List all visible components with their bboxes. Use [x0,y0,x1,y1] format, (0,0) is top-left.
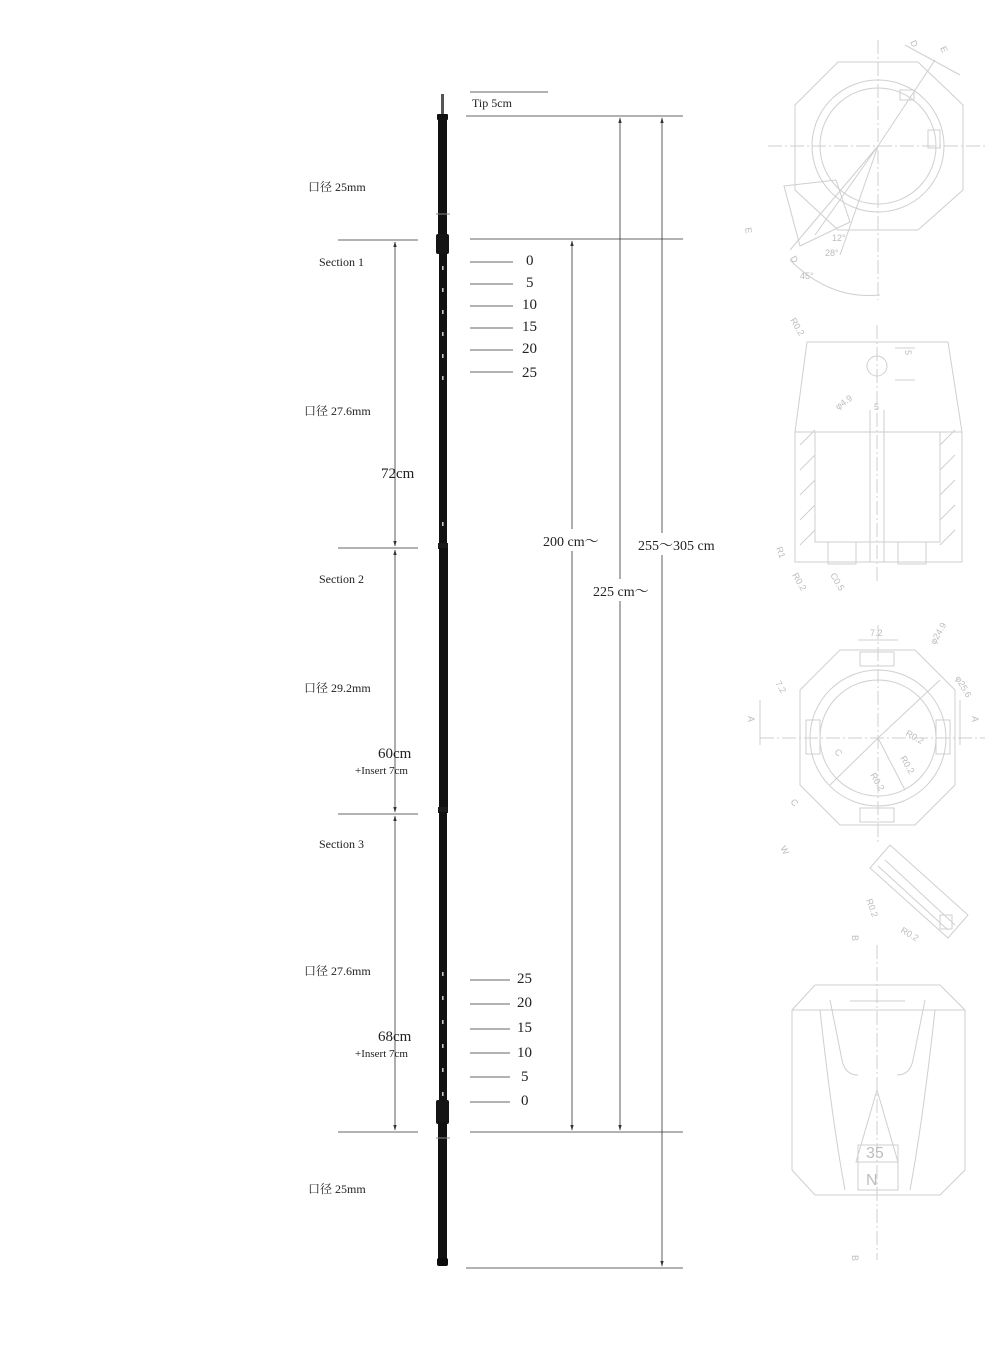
tick-lines [470,262,513,1102]
drawing-text-section: B [850,1255,860,1262]
drawing-text-section: A [746,716,756,723]
drawing-text-radius: R0.2 [904,728,926,747]
front-view-drawing [792,945,965,1260]
drawing-text-dim: φ4.9 [833,392,855,412]
drawing-text-angle: 45° [800,271,814,281]
drawing-text-section: B [850,935,860,942]
upper-tick-label: 5 [526,275,534,291]
pole-joint-upper [436,234,449,254]
drawing-text-d: D [908,38,920,49]
diameter-label-section-1: 口径 27.6mm [304,404,371,418]
section-view-drawing [795,325,962,582]
diameter-label-top: 口径 25mm [308,180,366,194]
drawing-text-d: D [788,254,801,265]
drawing-text-chamfer: C [832,746,845,759]
drawing-text-radius: R0.2 [790,571,809,593]
lower-tick-label: 0 [521,1093,529,1109]
upper-tick-label: 0 [526,253,534,269]
drawing-text-radius: R0.2 [788,316,807,338]
drawing-text-radius: R0.2 [899,925,921,944]
insert-label-section-3: +Insert 7cm [355,1048,408,1060]
drawing-text-e: E [938,44,950,55]
detail-view-drawing [870,845,968,938]
bottom-view-drawing [760,625,985,845]
length-label-section-3: 68cm [378,1029,412,1045]
pole [436,94,450,1266]
drawing-text-radius: R1 [774,545,788,560]
technical-drawing [760,40,985,1260]
drawing-text-dim: 5 [903,350,913,356]
pole-section-1 [439,253,447,545]
pole-top-segment [438,118,447,236]
upper-tick-label: 20 [522,341,537,357]
drawing-text-radius: R0.2 [898,754,917,776]
drawing-text-angle: 12° [832,233,846,243]
drawing-text-section: W [778,844,792,857]
diameter-label-bottom: 口径 25mm [308,1182,366,1196]
drawing-text-angle: 28° [825,248,839,258]
drawing-text-engraving: N [866,1172,878,1189]
drawing-text-radius: R0.2 [864,897,881,919]
length-label-section-2: 60cm [378,746,412,762]
dimension-label-255-305cm: 255～305 cm [638,539,715,554]
insert-label-section-2: +Insert 7cm [355,765,408,777]
lower-tick-label: 10 [517,1045,532,1061]
pole-section-2 [439,548,448,810]
pole-bottom-cap [437,1258,448,1266]
pole-joint-lower [436,1100,449,1124]
overall-dimension-lines [466,92,683,1268]
drawing-text-section: A [970,716,980,723]
diameter-label-section-3: 口径 27.6mm [304,964,371,978]
pole-section-3 [439,812,447,1102]
section-1-label: Section 1 [319,255,364,269]
upper-tick-label: 15 [522,319,537,335]
top-view-drawing [768,40,985,300]
upper-tick-label: 10 [522,297,537,313]
pole-bottom-segment [438,1122,447,1262]
lower-tick-label: 5 [521,1069,529,1085]
length-label-section-1: 72cm [381,466,415,482]
tip-label: Tip 5cm [472,96,512,110]
section-3-label: Section 3 [319,837,364,851]
section-2-label: Section 2 [319,572,364,586]
drawing-text-chamfer: C0.5 [828,571,847,593]
pole-tip-pin [441,94,444,116]
drawing-text-dim: φ25.6 [953,674,974,700]
lower-tick-label: 20 [517,995,532,1011]
drawing-text-chamfer: C [788,796,801,809]
drawing-text-dim: 7.2 [870,628,883,638]
drawing-text-engraving: 35 [866,1145,884,1162]
dimension-label-225cm: 225 cm～ [593,585,649,600]
drawing-text-e: E [743,226,754,235]
drawing-text-dim: 7.2 [773,679,789,695]
drawing-text-dim: 5 [874,402,880,412]
dimension-label-200cm: 200 cm～ [543,535,599,550]
lower-tick-label: 25 [517,971,532,987]
drawing-text-radius: R0.2 [868,771,887,793]
diameter-label-section-2: 口径 29.2mm [304,681,371,695]
drawing-text-dim: φ24.9 [928,620,949,646]
lower-tick-label: 15 [517,1020,532,1036]
upper-tick-label: 25 [522,365,537,381]
